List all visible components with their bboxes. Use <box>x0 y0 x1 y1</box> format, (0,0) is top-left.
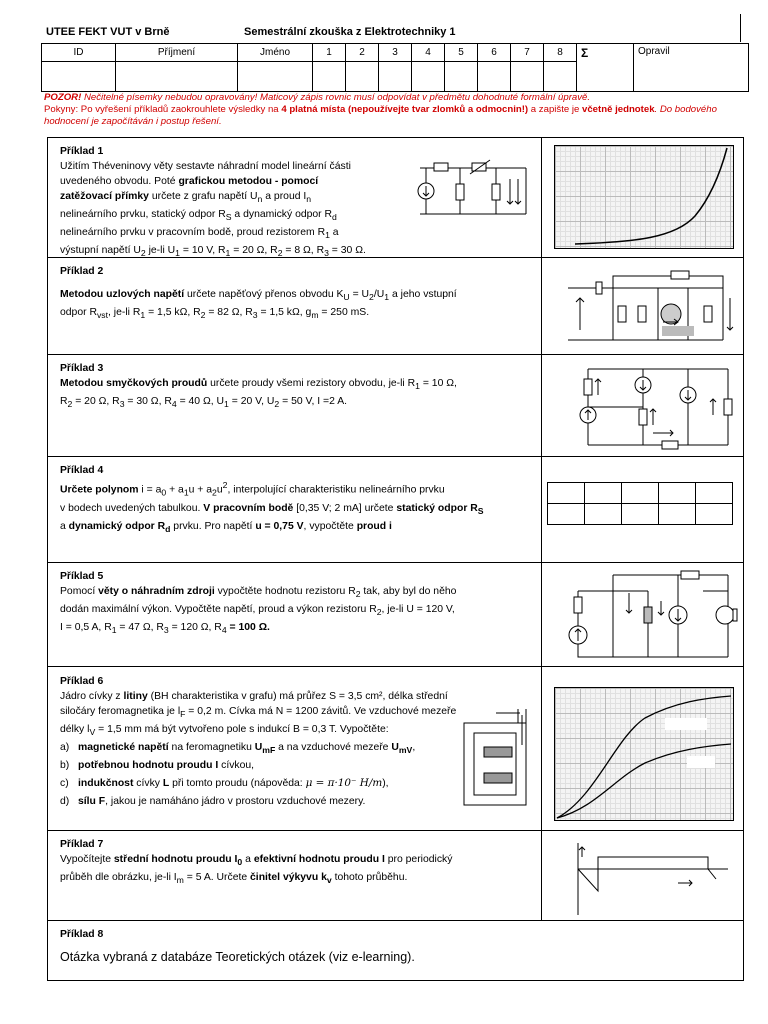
id-field[interactable] <box>42 62 116 92</box>
text-line: I = 0,5 A, $R_1 = 47$ Ω, $R_3 = 120$ Ω, $R_4 = 100$ Ω. <box>60 622 270 636</box>
column-divider <box>541 355 542 456</box>
grade-table <box>41 43 749 92</box>
text-line: siločáry feromagnetika je $l_F = 0,2$ m. Cívka má N = 1200 závitů. Ve vzduchové mezeře <box>60 706 457 720</box>
score-cell[interactable] <box>478 62 511 92</box>
score-header: 8 <box>544 44 577 62</box>
exam-title: Semestrální zkouška z Elektrotechniky 1 <box>244 26 456 38</box>
text-line: $R_2 = 20$ Ω, $R_3 = 30$ Ω, $R_4 = 40$ Ω, $U_1 = 20$ V, $U_2 = 50$ V, I =2 A. <box>60 396 348 410</box>
score-cell[interactable] <box>412 62 445 92</box>
text-line: odpor $R_{vst}$, je-li $R_1 = 1,5$ kΩ, $R_2 = 82$ Ω, $R_3 = 1,5$ kΩ, $g_m = 250$ mS. <box>60 307 370 321</box>
instruction-text: a zapište je <box>528 104 583 115</box>
score-cell[interactable] <box>544 62 577 92</box>
column-divider <box>541 258 542 354</box>
instruction-bold: 4 platná místa (nepoužívejte tvar zlomků a odmocnin!) <box>281 104 529 115</box>
table-cell[interactable] <box>548 504 585 525</box>
bh-curves <box>555 688 733 820</box>
example-title: Příklad 3 <box>60 363 104 374</box>
warning-bold: POZOR! <box>44 92 82 103</box>
iv-curve <box>555 146 733 248</box>
example-6 <box>47 667 744 831</box>
text-line: výstupní napětí $U_2$ je-li $U_1 = 10$ V, $R_1 = 20$ Ω, $R_2 = 8$ Ω, $R_3 = 30$ Ω. <box>60 245 366 259</box>
score-cell[interactable] <box>445 62 478 92</box>
score-cell[interactable] <box>313 62 346 92</box>
sum-label: Σ <box>577 44 634 92</box>
current-waveform <box>568 839 738 917</box>
instruction-text: . Do bodového hodnocení je započítáván i postup řešení. <box>44 104 717 127</box>
example-8 <box>47 921 744 981</box>
example-title: Příklad 2 <box>60 266 104 277</box>
text-line: Otázka vybraná z databáze Teoretických otázek (viz e-learning). <box>60 950 415 964</box>
instruction-bold: včetně jednotek <box>582 104 655 115</box>
table-cell[interactable] <box>622 483 659 504</box>
name-label: Jméno <box>238 44 313 62</box>
table-cell[interactable] <box>622 504 659 525</box>
table-cell[interactable] <box>659 483 696 504</box>
example-2 <box>47 258 744 355</box>
magnetic-core-diagram <box>460 705 535 810</box>
column-divider <box>541 831 542 920</box>
score-header: 5 <box>445 44 478 62</box>
text-line: v bodech uvedených tabulkou. V pracovním bodě [0,35 V; 2 mA] určete statický odpor $R_S$ <box>60 502 484 516</box>
example-title: Příklad 1 <box>60 146 104 157</box>
text-line: Užitím Théveninovy věty sestavte náhradní model lineární části <box>60 161 351 172</box>
text-line: Jádro cívky z litiny (BH charakteristika v grafu) má průřez S = 3,5 cm², délka střední <box>60 691 448 702</box>
list-item: d) sílu F, jakou je namáháno jádro v prostoru vzduchové mezery. <box>60 796 366 808</box>
table-cell[interactable] <box>548 483 585 504</box>
text-line: délky $l_V = 1,5$ mm má být vytvořeno pole s indukcí B = 0,3 T. Vypočtěte: <box>60 724 389 738</box>
circuit-diagram-3 <box>568 361 738 453</box>
example-3 <box>47 355 744 457</box>
text-line: a dynamický odpor $R_d$ prvku. Pro napětí u = 0,75 V, vypočtěte proud i <box>60 520 392 534</box>
column-divider <box>541 667 542 830</box>
score-cell[interactable] <box>346 62 379 92</box>
id-label: ID <box>42 44 116 62</box>
score-header: 1 <box>313 44 346 62</box>
table-cell[interactable] <box>696 483 733 504</box>
text-line: nelineárního prvku, statický odpor $R_S$ a dynamický odpor $R_d$ <box>60 209 337 223</box>
table-cell[interactable] <box>585 504 622 525</box>
score-header: 3 <box>379 44 412 62</box>
circuit-diagram-5 <box>563 565 738 663</box>
example-5 <box>47 563 744 667</box>
surname-label: Příjmení <box>116 44 238 62</box>
iv-characteristic-graph <box>554 145 734 249</box>
bh-characteristic-graph <box>554 687 734 821</box>
text-line: Metodou smyčkových proudů určete proudy všemi rezistory obvodu, je-li $R_1 = 10$ Ω, <box>60 378 457 392</box>
example-3-text <box>60 361 525 412</box>
example-title: Příklad 7 <box>60 839 104 850</box>
gray-label-box <box>662 326 694 336</box>
instruction-text: Pokyny: Po vyřešení příkladů zaokrouhlete výsledky na <box>44 104 282 115</box>
circuit-diagram-1 <box>410 154 535 224</box>
example-7 <box>47 831 744 921</box>
example-4 <box>47 457 744 563</box>
name-field[interactable] <box>238 62 313 92</box>
text-line: dodán maximální výkon. Vypočtěte napětí, proud a výkon rezistoru $R_2$, je-li U = 120 V, <box>60 604 455 618</box>
list-item: b) potřebnou hodnotu proudu I cívkou, <box>60 760 255 772</box>
table-cell[interactable] <box>659 504 696 525</box>
surname-field[interactable] <box>116 62 238 92</box>
text-line: Metodou uzlových napětí určete napěťový přenos obvodu $K_U = U_2/U_1$ a jeho vstupní <box>60 289 457 303</box>
example-title: Příklad 5 <box>60 571 104 582</box>
column-divider <box>541 457 542 562</box>
text-line: Vypočítejte střední hodnotu proudu $I_0$ a efektivní hodnotu proudu I pro periodický <box>60 854 453 868</box>
score-header: 7 <box>511 44 544 62</box>
text-line: uvedeného obvodu. Poté grafickou metodou - pomocí <box>60 176 319 187</box>
example-1 <box>47 137 744 258</box>
list-item: c) indukčnost cívky L při tomto proudu (nápověda: μ = π·10⁻ H/m), <box>60 777 389 790</box>
table-cell[interactable] <box>585 483 622 504</box>
grader-label: Opravil <box>634 44 749 92</box>
example-6-text <box>60 674 470 809</box>
list-item: a) magnetické napětí na feromagnetiku $U_{mF}$ a na vzduchové mezeře $U_{mV}$, <box>60 742 416 756</box>
score-header: 6 <box>478 44 511 62</box>
column-divider <box>541 138 542 257</box>
example-title: Příklad 6 <box>60 676 104 687</box>
example-7-text <box>60 837 525 888</box>
text-line: průběh dle obrázku, je-li $I_m = 5$ A. Určete činitel výkyvu $k_v$ tohoto průběhu. <box>60 872 408 886</box>
text-line: Určete polynom $i = a_0 + a_1u + a_2u^2$, interpolující charakteristiku nelineárního prvku <box>60 480 445 498</box>
text-line: zatěžovací přímky určete z grafu napětí $U_n$ a proud $I_n$ <box>60 191 312 205</box>
institute-name: UTEE FEKT VUT v Brně <box>46 26 170 38</box>
warning-text: Nečitelné písemky nebudou opravovány! Maticový zápis rovnic musí odpovídat v předmětu dohodnuté formální úpravě. <box>81 92 591 103</box>
example-title: Příklad 8 <box>60 929 104 940</box>
example-1-text <box>60 144 388 261</box>
data-table <box>547 482 733 525</box>
score-cell[interactable] <box>511 62 544 92</box>
example-8-text <box>60 927 720 965</box>
example-2-text <box>60 264 525 323</box>
score-header: 2 <box>346 44 379 62</box>
score-header: 4 <box>412 44 445 62</box>
margin-line <box>740 14 741 42</box>
text-line: Pomocí věty o náhradním zdroji vypočtěte hodnotu rezistoru $R_2$ tak, aby byl do něho <box>60 586 457 600</box>
example-title: Příklad 4 <box>60 465 104 476</box>
column-divider <box>541 563 542 666</box>
table-cell[interactable] <box>696 504 733 525</box>
text-line: nelineárního prvku v pracovním bodě, proud rezistorem $R_1$ a <box>60 227 339 241</box>
example-4-text <box>60 463 525 537</box>
score-cell[interactable] <box>379 62 412 92</box>
notice <box>44 92 744 128</box>
circuit-diagram-2 <box>558 268 738 348</box>
example-5-text <box>60 569 525 638</box>
